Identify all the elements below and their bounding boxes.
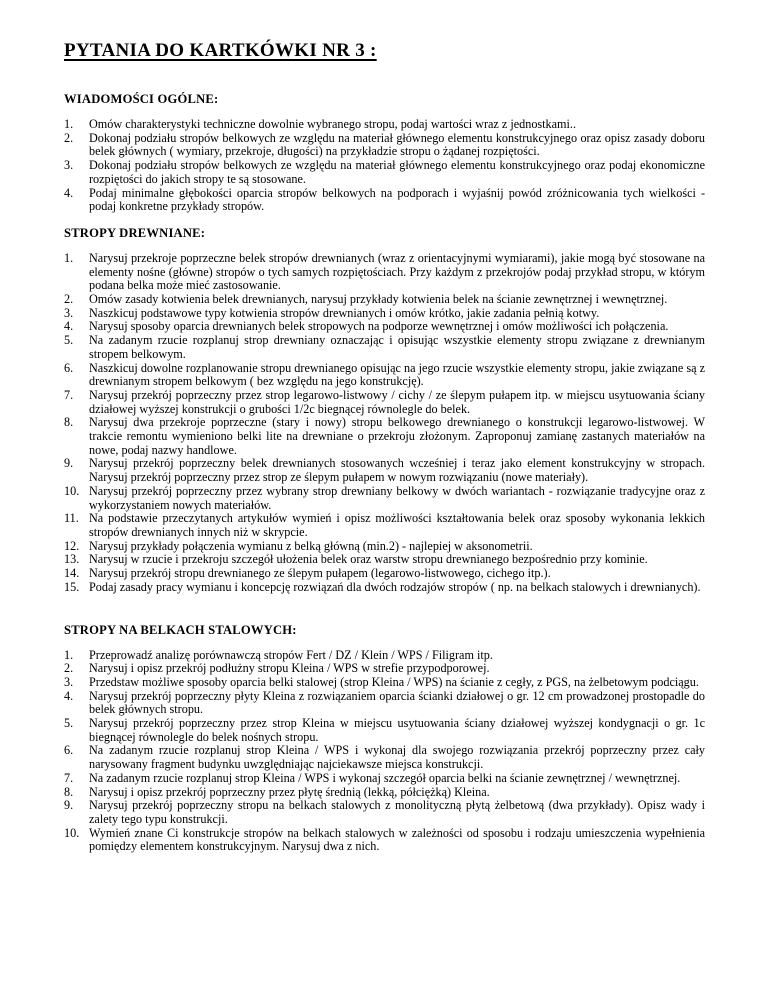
- question-item: Narysuj dwa przekroje poprzeczne (stary i nowy) stropu belkowego drewnianego o konstrukcji legarowo-listwowej. W trakcie remontu wymieniono belki lite na drewniane o przekroju złożonym. Zaproponuj zamianę zastanych materiałów na nowe, podaj nazwy handlowe.: [89, 415, 705, 457]
- section-heading: WIADOMOŚCI OGÓLNE:: [64, 92, 219, 106]
- question-sections: [64, 92, 705, 854]
- question-item: Narysuj przekrój poprzeczny płyty Kleina z rozwiązaniem oparcia ścianki działowej o gr. 12 cm prowadzonej prostopadle do belek głównych stropu.: [89, 688, 705, 717]
- question-item: Naszkicuj dowolne rozplanowanie stropu drewnianego opisując na jego rzucie wszystkie elementy stropu, jakie związane są z drewnianym stropem belkowym ( bez względu na jego konstrukcję).: [89, 360, 705, 389]
- question-item: Na zadanym rzucie rozplanuj strop Kleina / WPS i wykonaj szczegół oparcia belki na ścianie zewnętrznej / wewnętrznej.: [89, 770, 681, 785]
- question-item: Omów zasady kotwienia belek drewnianych, narysuj przykłady kotwienia belek na ścianie zewnętrznej i wewnętrznej.: [89, 292, 668, 307]
- question-item: Narysuj i opisz przekrój podłużny stropu Kleina / WPS w strefie przypodporowej.: [89, 661, 490, 676]
- question-item: Narysuj przekrój poprzeczny stropu na belkach stalowych z monolityczną płytą żelbetową (dwa przykłady). Opisz wady i zalety tego typu konstrukcji.: [89, 798, 705, 826]
- question-item: Wymień znane Ci konstrukcje stropów na belkach stalowych w zależności od sposobu i rodzaju umieszczenia wypełnienia pomiędzy elementem konstrukcyjnym. Narysuj dwa z nich.: [89, 825, 705, 854]
- question-item: Narysuj przekroje poprzeczne belek stropów drewnianych (wraz z orientacyjnymi wymiarami), jakie mogą być stosowane na elementy nośne (główne) stropów o tych samych rozpiętościach. Przy każdym z przekrojów podaj przykład stropu, w którym podana belka może mieć zastosowanie.: [89, 250, 705, 293]
- question-item: Narysuj sposoby oparcia drewnianych belek stropowych na podporze wewnętrznej i omów możliwości ich połączenia.: [89, 319, 669, 334]
- question-item: Naszkicuj podstawowe typy kotwienia stropów drewnianych i omów krótko, jakie zadania pełnią kotwy.: [89, 305, 600, 320]
- question-item: Narysuj w rzucie i przekroju szczegół ułożenia belek oraz warstw stropu drewnianego bezpośrednio przy kominie.: [89, 552, 648, 567]
- section-heading: STROPY NA BELKACH STALOWYCH:: [64, 622, 297, 637]
- question-item: Narysuj przekrój stropu drewnianego ze ślepym pułapem (legarowo-listwowego, cichego itp.).: [89, 566, 551, 581]
- question-item: Narysuj i opisz przekrój poprzeczny przez płytę średnią (lekką, półciężką) Kleina.: [89, 784, 490, 799]
- question-item: Omów charakterystyki techniczne dowolnie wybranego stropu, podaj wartości wraz z jednostkami..: [89, 117, 577, 131]
- question-item: Na zadanym rzucie rozplanuj strop drewniany oznaczając i opisując wszystkie elementy stropu związane z drewnianym stropem belkowym.: [89, 333, 705, 361]
- section-0: [64, 92, 705, 214]
- question-item: Na podstawie przeczytanych artykułów wymień i opisz możliwości kształtowania belek oraz sposoby wykonania lekkich stropów drewnianych innych niż w skrypcie.: [89, 511, 705, 539]
- question-item: Narysuj przekrój poprzeczny przez strop legarowo-listwowy / cichy / ze ślepym pułapem itp. w miejscu usytuowania ściany działowej wyższej konstrukcji o grubości 1/2c biegnącej równolegle do belek.: [89, 387, 705, 416]
- document-title: PYTANIA DO KARTKÓWKI NR 3 :: [64, 40, 377, 61]
- question-list: [64, 118, 705, 214]
- question-item: Dokonaj podziału stropów belkowych ze względu na materiał głównego elementu konstrukcyjnego oraz opisz zasady doboru belek głównych ( wymiary, przekroje, długości) na przykładzie stropu o żądanej rozpiętości.: [89, 130, 705, 159]
- question-item: Narysuj przykłady połączenia wymianu z belką główną (min.2) - najlepiej w aksonometrii.: [89, 538, 533, 553]
- section-2: [64, 623, 705, 855]
- section-1: [64, 226, 705, 595]
- question-list: [64, 649, 705, 855]
- question-list: [64, 252, 705, 595]
- question-item: Narysuj przekrój poprzeczny przez strop Kleina w miejscu usytuowania ściany działowej wyższej kondygnacji o gr. 1c biegnącej równolegle do belek nośnych stropu.: [89, 716, 705, 744]
- question-item: Przeprowadź analizę porównawczą stropów Fert / DZ / Klein / WPS / Filigram itp.: [89, 647, 493, 662]
- question-item: Podaj zasady pracy wymianu i koncepcję rozwiązań dla dwóch rodzajów stropów ( np. na belkach stalowych i drewnianych).: [89, 579, 701, 594]
- question-item: Podaj minimalne głębokości oparcia stropów belkowych na podporach i wyjaśnij powód zróżnicowania tych wielkości - podaj konkretne przykłady stropów.: [89, 185, 705, 214]
- question-item: Narysuj przekrój poprzeczny belek drewnianych stosowanych wcześniej i teraz jako element konstrukcyjny w stropach. Narysuj przekrój poprzeczny przez strop ze ślepym pułapem w nowym rozwiązaniu (nowe materiały).: [89, 456, 705, 485]
- question-item: Na zadanym rzucie rozplanuj strop Kleina / WPS i wykonaj dla swojego rozwiązania przekrój poprzeczny przez cały narysowany fragment budynku uwzględniając najciekawsze miejsca konstrukcji.: [89, 743, 705, 772]
- section-heading: STROPY DREWNIANE:: [64, 225, 206, 240]
- question-item: Przedstaw możliwe sposoby oparcia belki stalowej (strop Kleina / WPS) na ścianie z cegły, z PGS, na żelbetowym podciągu.: [89, 674, 699, 689]
- question-item: Dokonaj podziału stropów belkowych ze względu na materiał głównego elementu konstrukcyjnego oraz podaj ekonomiczne rozpiętości do jakich stropy te są stosowane.: [89, 158, 705, 186]
- question-item: Narysuj przekrój poprzeczny przez wybrany strop drewniany belkowy w dwóch wariantach - rozwiązanie tradycyjne oraz z wykorzystaniem nowych materiałów.: [89, 483, 705, 512]
